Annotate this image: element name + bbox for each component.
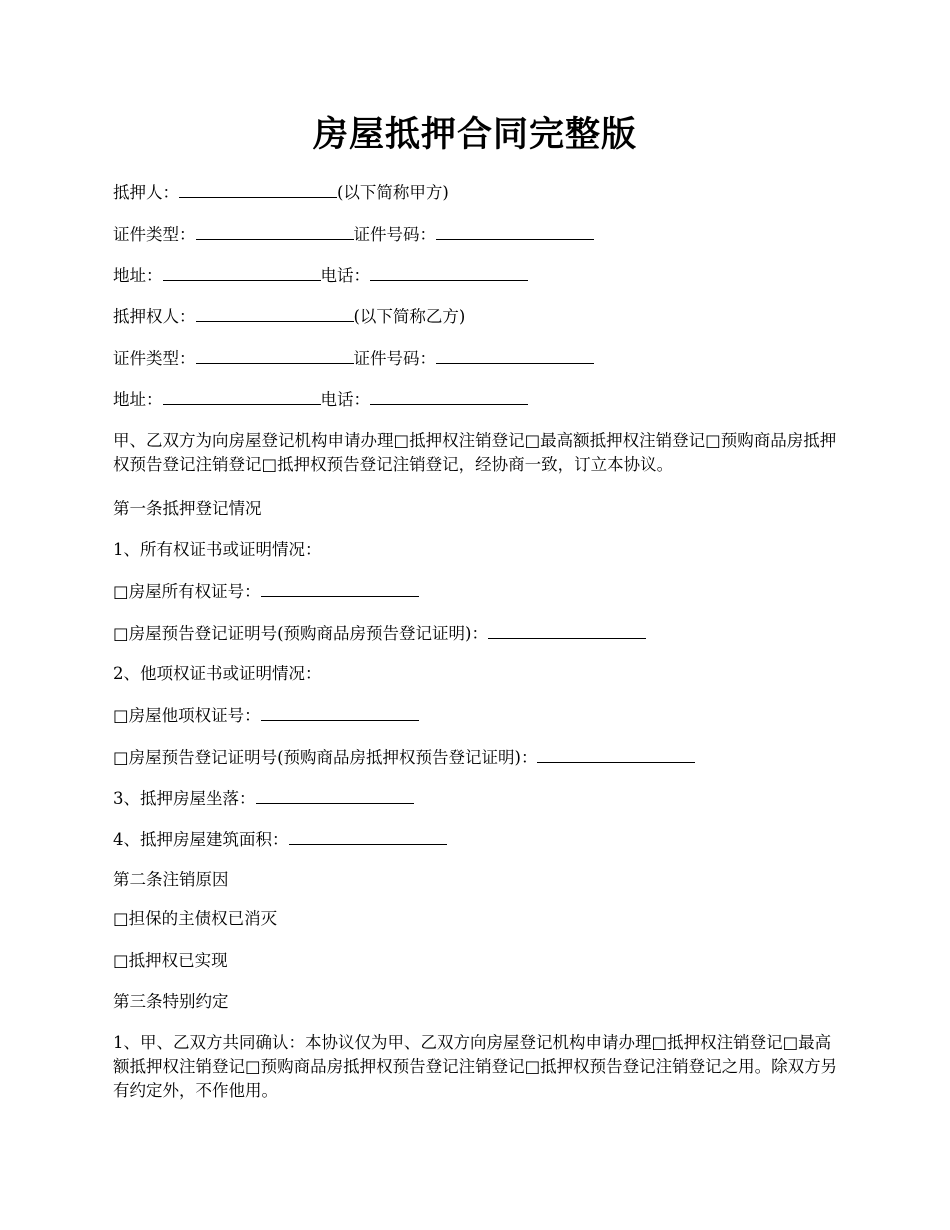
mortgagee-name-blank[interactable] [196,304,354,322]
mortgagee-address-label: 地址： [113,390,163,409]
presale-cert-blank[interactable] [488,621,646,639]
mortgagor-id-type-blank[interactable] [196,222,354,240]
mortgagor-contact-line [113,263,528,288]
mortgagor-address-blank[interactable] [163,263,321,281]
article1-item2b-line [113,745,695,770]
mortgagor-phone-blank[interactable] [370,263,528,281]
ownership-cert-blank[interactable] [261,579,419,597]
mortgagee-id-number-label: 证件号码： [353,349,436,368]
ownership-cert-label: □房屋所有权证号： [113,582,261,601]
presale-mortgage-cert-blank[interactable] [537,745,695,763]
article1-item1b-line [113,621,646,646]
article1-item3-line [113,786,414,811]
article2-option2: □抵押权已实现 [113,951,228,970]
article2-heading: 第二条注销原因 [113,870,229,889]
mortgagor-note: (以下简称甲方) [337,183,449,202]
article1-heading: 第一条抵押登记情况 [113,499,262,518]
mortgagor-phone-label: 电话： [320,266,370,285]
mortgagee-phone-label: 电话： [320,390,370,409]
property-location-label: 3、抵押房屋坐落： [113,789,256,808]
mortgagee-id-type-blank[interactable] [196,346,354,364]
mortgagee-phone-blank[interactable] [370,387,528,405]
floor-area-label: 4、抵押房屋建筑面积： [113,830,289,849]
mortgagor-label: 抵押人： [113,183,179,202]
mortgagor-id-number-blank[interactable] [436,222,594,240]
article1-item2: 2、他项权证书或证明情况： [113,664,322,683]
article1-item2a-line [113,703,419,728]
presale-cert-label: □房屋预告登记证明号(预购商品房预告登记证明)： [113,624,488,643]
intro-paragraph: 甲、乙双方为向房屋登记机构申请办理□抵押权注销登记□最高额抵押权注销登记□预购商品房抵押权预告登记注销登记□抵押权预告登记注销登记，经协商一致，订立本协议。 [113,431,837,474]
other-rights-cert-label: □房屋他项权证号： [113,706,261,725]
mortgagor-id-number-label: 证件号码： [353,225,436,244]
other-rights-cert-blank[interactable] [261,703,419,721]
mortgagee-line [113,304,465,329]
property-location-blank[interactable] [256,786,414,804]
mortgagor-id-line [113,222,594,247]
article1-item1: 1、所有权证书或证明情况： [113,540,322,559]
document-title: 房屋抵押合同完整版 [312,114,637,155]
mortgagor-line [113,180,449,205]
mortgagee-address-blank[interactable] [163,387,321,405]
floor-area-blank[interactable] [289,827,447,845]
mortgagee-id-type-label: 证件类型： [113,349,196,368]
mortgagor-id-type-label: 证件类型： [113,225,196,244]
article1-item4-line [113,827,447,852]
article3-heading: 第三条特别约定 [113,992,229,1011]
presale-mortgage-cert-label: □房屋预告登记证明号(预购商品房抵押权预告登记证明)： [113,748,538,767]
mortgagor-address-label: 地址： [113,266,163,285]
article2-option1: □担保的主债权已消灭 [113,909,278,928]
mortgagee-id-number-blank[interactable] [436,346,594,364]
article1-item1a-line [113,579,419,604]
mortgagee-note: (以下简称乙方) [353,307,466,326]
mortgagee-id-line [113,346,594,371]
article3-item1: 1、甲、乙双方共同确认：本协议仅为甲、乙双方向房屋登记机构申请办理□抵押权注销登记□最高额抵押权注销登记□预购商品房抵押权预告登记注销登记□抵押权预告登记注销登记之用。除双方另有约定外，不作他用。 [113,1033,838,1100]
mortgagee-contact-line [113,387,528,412]
mortgagor-name-blank[interactable] [179,180,337,198]
mortgagee-label: 抵押权人： [113,307,196,326]
